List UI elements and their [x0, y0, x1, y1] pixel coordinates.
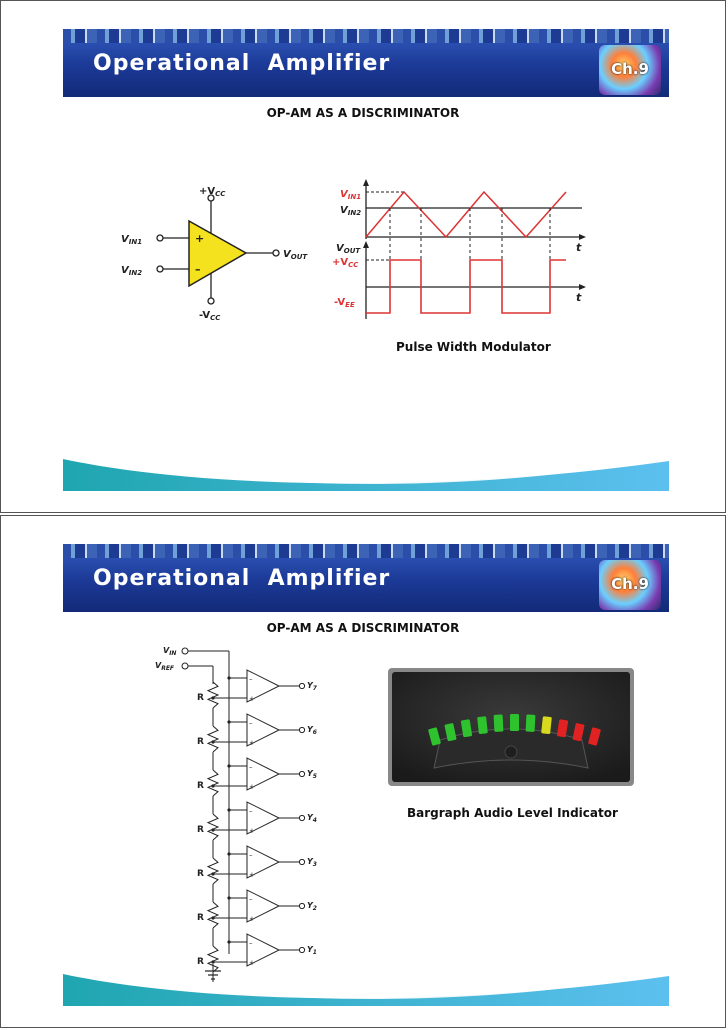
comparator-minus: – [249, 807, 253, 815]
slide-subtitle: OP-AM AS A DISCRIMINATOR [266, 106, 460, 120]
footer-wave-2 [63, 966, 669, 1006]
svg-text:VREF [155, 661, 175, 672]
resistor [208, 902, 218, 928]
wave-vin2-sub: IN2 [347, 209, 362, 217]
vout-sub: OUT [290, 253, 308, 261]
led-segment [477, 716, 488, 734]
bargraph-caption: Bargraph Audio Level Indicator [407, 806, 618, 820]
resistor-label: R [197, 913, 204, 923]
header-title-2: Operational Amplifier [93, 566, 391, 591]
pwm-caption: Pulse Width Modulator [396, 340, 551, 354]
svg-text:VIN [163, 646, 176, 657]
output-label: $Y_7$ [307, 681, 317, 692]
vin2-sub: IN2 [128, 269, 143, 277]
wave-t2: t [576, 291, 582, 304]
header-banner-2 [63, 544, 669, 612]
resistor-label: R [197, 825, 204, 835]
comparator-plus: + [249, 871, 255, 879]
output-label: $Y_2$ [307, 901, 317, 912]
opamp-diagram [111, 176, 351, 326]
vee-sub: CC [210, 314, 221, 322]
comparator-minus: – [249, 675, 253, 683]
vout-label: V [283, 249, 291, 260]
resistor-label: R [197, 781, 204, 791]
output-label: $Y_5$ [307, 769, 317, 780]
svg-text:VIN2 [121, 265, 142, 277]
resistor-label: R [197, 957, 204, 967]
chapter-badge-2 [599, 560, 661, 610]
footer-wave [63, 451, 669, 491]
resistor-label: R [197, 693, 204, 703]
wave-vin2: V [340, 205, 348, 216]
comparator-plus: + [249, 827, 255, 835]
opamp-plus: + [195, 232, 205, 245]
svg-text:-VCC [199, 310, 221, 322]
comparator-plus: + [249, 739, 255, 747]
vin1-sub: IN1 [128, 238, 143, 246]
wave-vee: -V [334, 297, 346, 308]
resistor-label: R [197, 869, 204, 879]
resistor [208, 858, 218, 884]
svg-text:VOUT [283, 249, 308, 261]
vcc-label: +V [199, 186, 216, 197]
slide-1 [0, 0, 726, 513]
wave-vin1: V [340, 189, 348, 200]
comparator-ladder [141, 644, 351, 984]
led-segment [494, 714, 504, 731]
wave-vcc: +V [332, 257, 349, 268]
chapter-label-2: Ch.9 [611, 575, 649, 593]
output-label: $Y_4$ [307, 813, 317, 824]
slide-subtitle-2: OP-AM AS A DISCRIMINATOR [266, 621, 460, 635]
slide-2 [0, 515, 726, 1028]
output-label: $Y_3$ [307, 857, 317, 868]
svg-text:+VCC [332, 257, 359, 269]
vee-label: -V [199, 310, 211, 321]
output-label: $Y_1$ [307, 945, 317, 956]
header-banner [63, 29, 669, 97]
led-segment [526, 714, 536, 731]
svg-text:-VEE [334, 297, 355, 309]
comparator-plus: + [249, 915, 255, 923]
bargraph-indicator-photo [388, 668, 634, 786]
led-segment [510, 714, 519, 731]
vin-sub: IN [169, 650, 177, 657]
vin2-label: V [121, 265, 129, 276]
resistor [208, 814, 218, 840]
comparator-minus: – [249, 895, 253, 903]
chapter-label: Ch.9 [611, 60, 649, 78]
svg-text:+VCC [199, 186, 226, 198]
wave-vout: V [336, 243, 344, 254]
svg-text:VOUT [336, 243, 361, 255]
vin1-label: V [121, 234, 129, 245]
wave-vout-sub: OUT [343, 247, 361, 255]
comparator-minus: – [249, 851, 253, 859]
resistor [208, 682, 218, 708]
wave-vcc-sub: CC [348, 261, 359, 269]
comparator-plus: + [249, 695, 255, 703]
comparator-minus: – [249, 719, 253, 727]
comparator-minus: – [249, 763, 253, 771]
comparator-plus: + [249, 783, 255, 791]
resistor [208, 770, 218, 796]
wave-vee-sub: EE [345, 301, 355, 309]
vcc-sub: CC [215, 190, 226, 198]
vref-label: V [155, 661, 162, 670]
comparator-minus: – [249, 939, 253, 947]
chapter-badge [599, 45, 661, 95]
resistor [208, 726, 218, 752]
header-title: Operational Amplifier [93, 51, 391, 76]
resistor-label: R [197, 737, 204, 747]
vin-label: V [163, 646, 170, 655]
svg-text:VIN1 [340, 189, 361, 201]
pwm-waveform [326, 179, 596, 329]
wave-vin1-sub: IN1 [347, 193, 362, 201]
wave-t1: t [576, 241, 582, 254]
output-label: $Y_6$ [307, 725, 317, 736]
led-segment [541, 716, 552, 734]
svg-text:VIN1 [121, 234, 142, 246]
vref-sub: REF [161, 665, 175, 672]
opamp-minus: – [195, 263, 201, 276]
comparator-plus: + [249, 959, 255, 967]
svg-text:VIN2 [340, 205, 361, 217]
